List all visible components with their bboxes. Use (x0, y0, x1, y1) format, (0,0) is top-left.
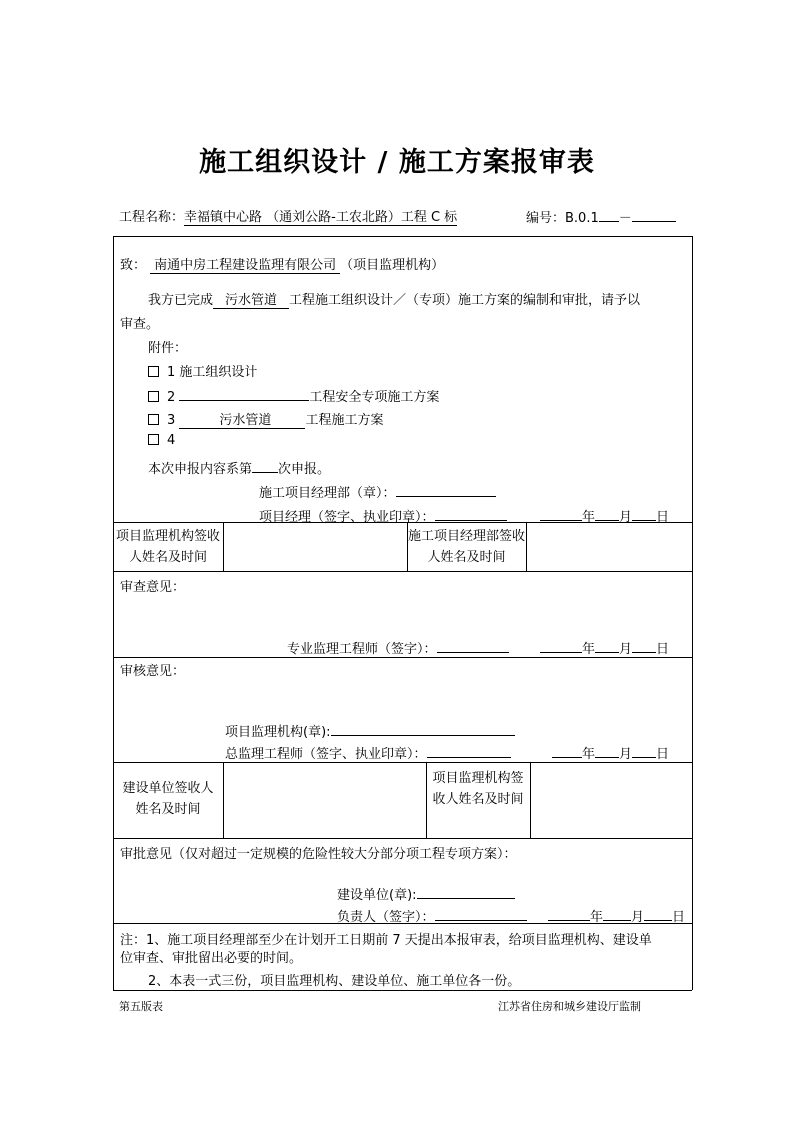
attachment-3-fill: 污水管道 (179, 413, 305, 429)
month-blank[interactable] (595, 742, 619, 758)
project-name-value: 幸福镇中心路 （通刘公路-工农北路）工程 C 标 (184, 210, 458, 225)
completed-project: 污水管道 (213, 293, 289, 309)
day-blank[interactable] (644, 905, 672, 921)
form-code-row (526, 206, 676, 226)
date-row-1: 年 月 日 (540, 505, 669, 525)
specialist-signature-blank[interactable] (437, 637, 509, 653)
day-blank[interactable] (632, 742, 656, 758)
supervisor-org: 南通中房工程建设监理有限公司 (150, 258, 340, 274)
to-suffix: （项目监理机构） (340, 258, 445, 273)
attachment-item-2: 2 工程安全专项施工方案 (148, 385, 439, 405)
chief-signature-blank[interactable] (427, 742, 511, 758)
issuing-authority: 江苏省住房和城乡建设厅监制 (498, 1000, 641, 1013)
statement-line-1: 我方已完成 污水管道 工程施工组织设计／（专项）施工方案的编制和审批，请予以 (148, 293, 641, 308)
note-line-3: 2、本表一式三份，项目监理机构、建设单位、施工单位各一份。 (148, 974, 521, 989)
project-name-row (119, 206, 457, 225)
attachment-item-3: 3 污水管道 工程施工方案 (148, 409, 383, 428)
review-label: 审查意见： (120, 580, 186, 595)
owner-receipt-field[interactable] (224, 763, 425, 838)
year-blank[interactable] (540, 505, 582, 521)
audit-label: 审核意见： (120, 664, 186, 679)
construction-receipt-field[interactable] (527, 523, 691, 571)
day-blank[interactable] (632, 505, 656, 521)
date-row-2: 年 月 日 (540, 637, 669, 657)
responsible-person-row: 负责人（签字）： (337, 905, 527, 925)
attachments-label: 附件： (148, 341, 188, 356)
attachment-3-checkbox[interactable] (148, 414, 159, 425)
project-manager-signature-blank[interactable] (435, 505, 507, 521)
date-row-4: 年 月 日 (548, 905, 685, 925)
attachment-1-checkbox[interactable] (148, 366, 159, 377)
construction-dept-row: 施工项目经理部（章）： (259, 481, 496, 501)
statement-line-2: 审查。 (120, 317, 160, 332)
specialist-engineer-row: 专业监理工程师（签字）： (287, 637, 509, 657)
attachment-2-blank[interactable] (179, 385, 309, 401)
chief-engineer-row: 总监理工程师（签字、执业印章）： (225, 742, 511, 762)
construction-dept-seal-blank[interactable] (396, 481, 496, 497)
project-manager-row: 项目经理（签字、执业印章）： (259, 505, 507, 525)
year-blank[interactable] (548, 905, 590, 921)
to-label: 致： (120, 258, 147, 273)
owner-unit-seal-row: 建设单位(章): (337, 883, 515, 903)
year-blank[interactable] (540, 637, 582, 653)
code-blank-2[interactable] (632, 206, 676, 222)
attachment-item-4: 4 (148, 433, 175, 448)
month-blank[interactable] (595, 505, 619, 521)
date-row-3: 年 月 日 (552, 742, 669, 762)
code-dash: － (618, 211, 632, 226)
submission-count-blank[interactable] (252, 457, 278, 473)
project-name-label: 工程名称： (119, 210, 185, 225)
addressee-row (120, 254, 444, 273)
attachment-item-1: 1 施工组织设计 (148, 361, 257, 380)
attachment-4-checkbox[interactable] (148, 434, 159, 445)
form-edition: 第五版表 (119, 1000, 163, 1013)
construction-receipt-label: 施工项目经理部签收人姓名及时间 (408, 529, 526, 565)
supervisor-org-seal-row: 项目监理机构(章): (225, 720, 515, 740)
owner-receipt-label: 建设单位签收人姓名及时间 (122, 781, 214, 817)
form-code-label: 编号：B.0.1 (526, 211, 599, 226)
year-blank[interactable] (552, 742, 582, 758)
day-blank[interactable] (632, 637, 656, 653)
responsible-signature-blank[interactable] (435, 905, 527, 921)
supervisor-receipt-label-2: 项目监理机构签收人姓名及时间 (432, 771, 524, 807)
approval-label: 审批意见（仅对超过一定规模的危险性较大分部分项工程专项方案）： (120, 847, 517, 862)
note-line-2: 位审查、审批留出必要的时间。 (120, 951, 303, 966)
submission-count-row: 本次申报内容系第 次申报。 (148, 457, 330, 477)
month-blank[interactable] (595, 637, 619, 653)
attachment-2-checkbox[interactable] (148, 391, 159, 402)
supervisor-org-seal-blank[interactable] (331, 720, 515, 736)
page-title: 施工组织设计 / 施工方案报审表 (199, 147, 595, 178)
note-line-1: 注：1、施工项目经理部至少在计划开工日期前 7 天提出本报审表，给项目监理机构、建设单 (120, 933, 652, 948)
owner-unit-seal-blank[interactable] (417, 883, 515, 899)
month-blank[interactable] (603, 905, 631, 921)
supervisor-receipt-label: 项目监理机构签收人姓名及时间 (115, 529, 220, 565)
supervisor-receipt-field-2[interactable] (531, 763, 691, 838)
supervisor-receipt-field[interactable] (224, 523, 406, 571)
code-blank-1[interactable] (599, 206, 619, 222)
